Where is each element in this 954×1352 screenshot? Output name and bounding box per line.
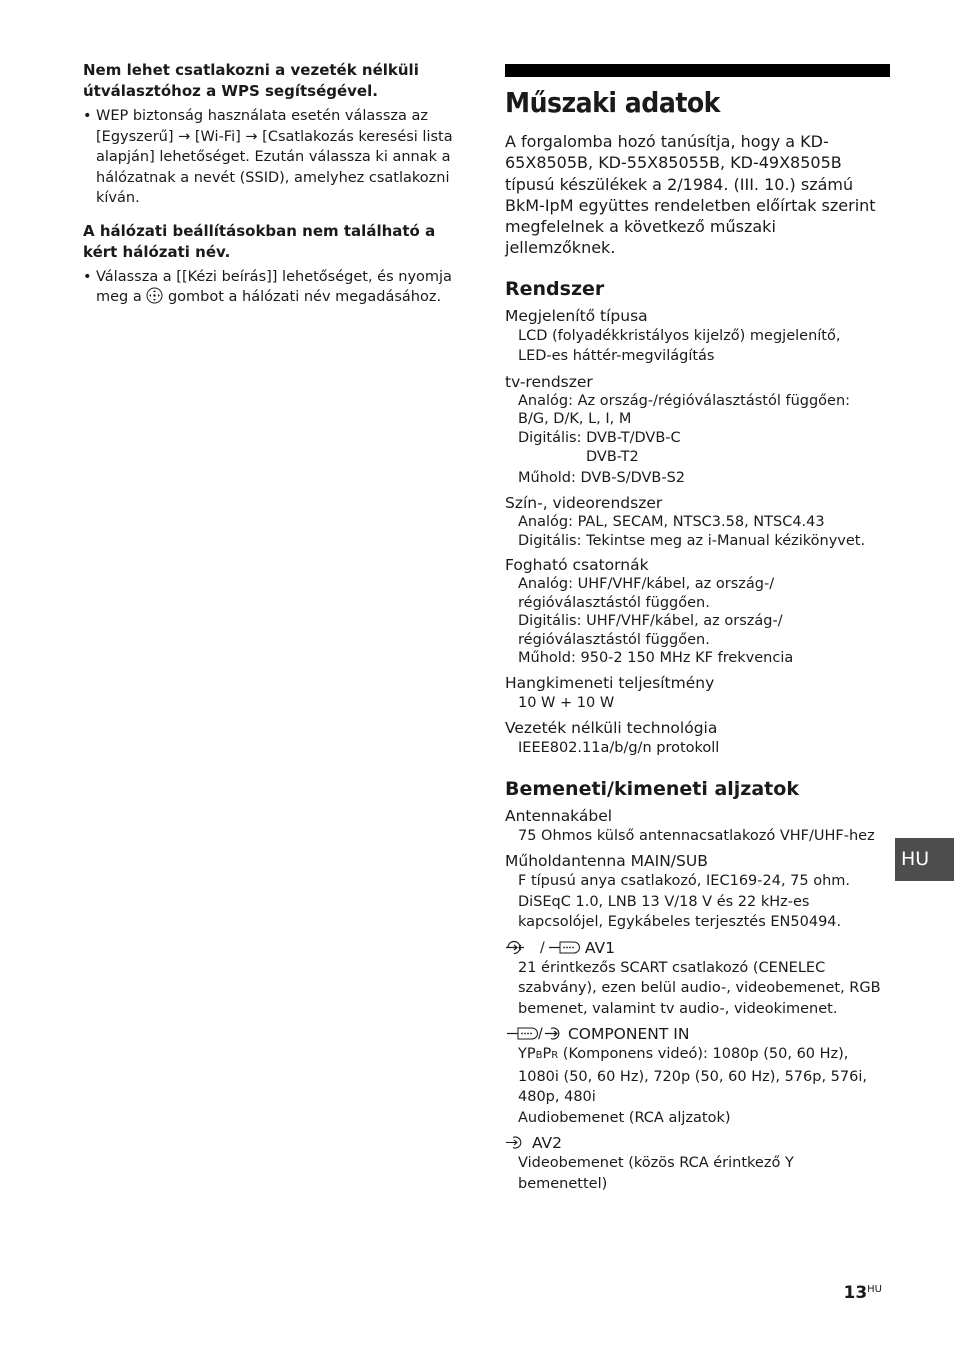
bullet-manual-entry: • Válassza a [[Kézi beírás]] lehetőséget, és nyomja meg a gombot a hálózati név megadásához. [83,268,452,305]
enter-button-icon [146,287,163,304]
troubleshoot-heading-wps: Nem lehet csatlakozni a vezeték nélküli útválasztóhoz a WPS segítségével. [83,61,419,100]
spec-tv-system: tv-rendszer Analóg: Az ország-/régióválasztástól függően: B/G, D/K, L, I, M Digitális: DVB-T/DVB-C DVB-T2 Műhold: DVB-S/DVB-S2 [505,372,851,486]
language-tab: HU [895,838,954,881]
video-input-icon [505,1134,527,1151]
scart-in-out-icon [505,939,535,956]
title-bar [505,64,890,77]
spec-av1: / AV1 21 érintkezős SCART csatlakozó (CENELEC szabvány), ezen belül audio-, videobemenet, RGB bemenet, valamint tv audio-, videokimenet. [505,938,890,1020]
bullet-wep: • WEP biztonság használata esetén válassza az [Egyszerű] → [Wi-Fi] → [Csatlakozás keresési lista alapján] lehetőséget. Ezután válassza ki annak a hálózatnak a nevét (SSID), amelyhez csatlakozni kíván. [83,108,453,206]
svg-text:/: / [538,1026,543,1043]
av1-label: AV1 [584,938,615,957]
spec-channels: Fogható csatornák Analóg: UHF/VHF/kábel, az ország-/ régióválasztástól függően. Digitális: UHF/VHF/kábel, az ország-/ régióválasztástól függően. Műhold: 950-2 150 MHz KF frekvencia [505,556,794,667]
spec-antenna: Antennakábel 75 Ohmos külső antennacsatlakozó VHF/UHF-hez [505,806,875,844]
bullet-dot: • [83,268,92,285]
spec-color-system: Szín-, videorendszer Analóg: PAL, SECAM, NTSC3.58, NTSC4.43 Digitális: Tekintse meg az i-Manual kézikönyvet. [505,494,866,549]
spec-wireless: Vezeték nélküli technológia IEEE802.11a/b/g/n protokoll [505,719,720,757]
page-title: Műszaki adatok [505,86,720,119]
component-in-label: COMPONENT IN [567,1025,690,1044]
bullet-dot: • [83,108,92,124]
spec-av2: AV2 Videobemenet (közös RCA érintkező Y bemenettel) [505,1133,890,1194]
intro-paragraph: A forgalomba hozó tanúsítja, hogy a KD-65X8505B, KD-55X85055B, KD-49X8505B típusú készülékek a 2/1984. (III. 10.) számú BkM-IpM együttes rendeletben előírtak szerint megfelelnek a következő műszaki jellemzőknek. [505,132,876,258]
spec-component: / COMPONENT IN YPBPR (Komponens videó): 1080p (50, 60 Hz), 1080i (50, 60 Hz), 720p (50, 60 Hz), 576p, 576i, 480p, 480i Audiobemenet (RCA aljzatok) [505,1024,890,1128]
av2-label: AV2 [531,1134,563,1153]
page-number: $13^{HU}$ [843,1283,882,1303]
troubleshoot-heading-network-name: A hálózati beállításokban nem található a kért hálózati név. [83,221,436,261]
right-column [505,64,890,1199]
scart-out-icon [540,939,580,956]
spec-audio-output: Hangkimeneti teljesítmény 10 W + 10 W [505,673,715,711]
section-heading-system: Rendszer [505,277,605,300]
left-column [83,60,463,320]
spec-satellite: Műholdantenna MAIN/SUB F típusú anya csatlakozó, IEC169-24, 75 ohm. DiSEqC 1.0, LNB 13 V/18 V és 22 kHz-es kapcsolójel, Egykábeles terjesztés EN50494. [505,852,851,931]
component-input-icon [505,1025,563,1042]
svg-text:/: / [539,939,545,956]
arrow-icon: → [178,128,191,145]
spec-display-type: Megjelenítő típusa LCD (folyadékkristályos kijelző) megjelenítő, LED-es háttér-megvilágítás [505,306,841,365]
section-heading-io: Bemeneti/kimeneti aljzatok [505,777,799,800]
arrow-icon: → [245,128,258,145]
